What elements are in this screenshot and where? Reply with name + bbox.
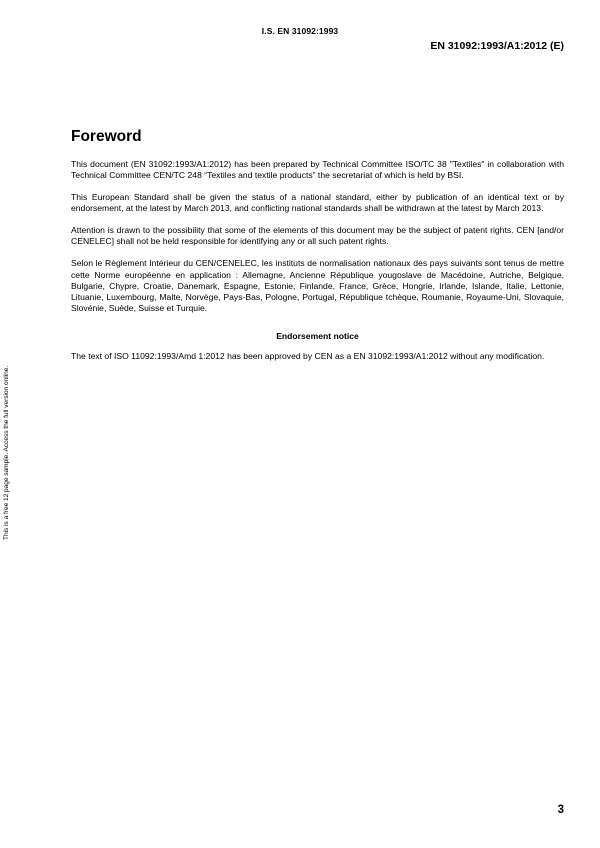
page-number: 3 (557, 804, 564, 816)
foreword-paragraph: This European Standard shall be given the status of a national standard, either by publication of an identical text or by endorsement, at the latest by March 2013, and conflicting national standards shall be withdrawn at the latest by March 2013. (71, 192, 564, 214)
foreword-paragraph: This document (EN 31092:1993/A1:2012) has been prepared by Technical Committee ISO/TC 38 "Textiles" in collaboration with Technical Committee CEN/TC 248 “Textiles and textile products” the secretariat of which is held by BSI. (71, 159, 564, 181)
standard-reference-header: EN 31092:1993/A1:2012 (E) (430, 40, 564, 52)
foreword-paragraph: Attention is drawn to the possibility that some of the elements of this document may be the subject of patent rights. CEN [and/or CENELEC] shall not be held responsible for identifying any or all such patent rights. (71, 225, 564, 247)
sample-notice-text: This is a free 12 page sample. Access the full version online. (3, 365, 10, 540)
foreword-paragraph: Selon le Règlement Intérieur du CEN/CENELEC, les instituts de normalisation nationaux des pays suivants sont tenus de mettre cette Norme européenne en application : Allemagne, Ancienne République yougoslave de Macédoine, Autriche, Belgique, Bulgarie, Chypre, Croatie, Danemark, Espagne, Estonie, Finlande, France, Grèce, Hongrie, Irlande, Islande, Italie, Lettonie, Lituanie, Luxembourg, Malte, Norvège, Pays-Bas, Pologne, Portugal, République tchèque, Roumanie, Royaume-Uni, Slovaquie, Slovénie, Suède, Suisse et Turquie. (71, 258, 564, 314)
endorsement-text: The text of ISO 11092:1993/Amd 1:2012 has been approved by CEN as a EN 31092:1993/A1:2012 without any modification. (71, 350, 545, 361)
foreword-title: Foreword (71, 128, 142, 145)
document-id-header: I.S. EN 31092:1993 (261, 26, 339, 36)
endorsement-title: Endorsement notice (276, 330, 359, 341)
page-content (71, 128, 564, 373)
sample-notice (0, 315, 14, 540)
